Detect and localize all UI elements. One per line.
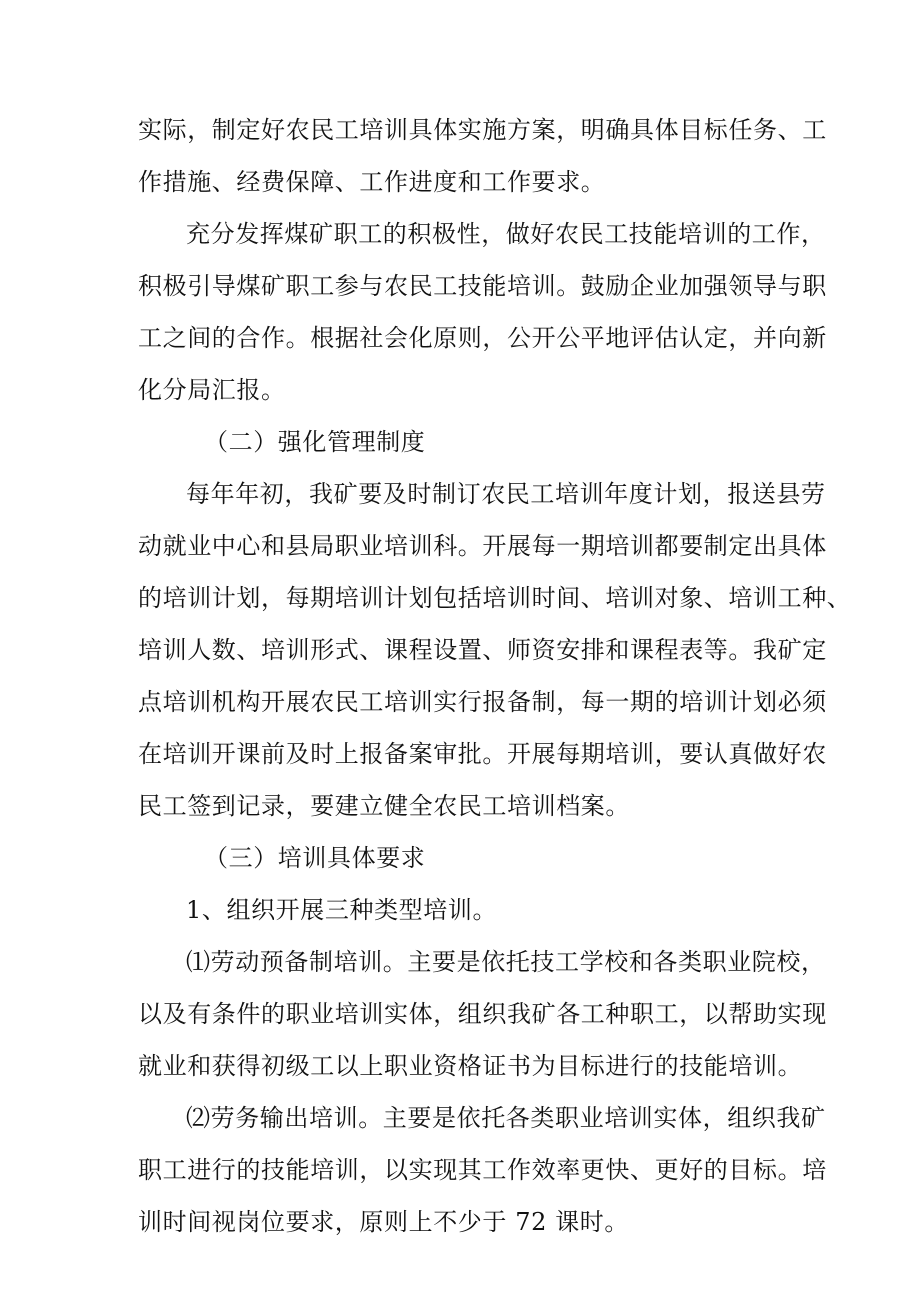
text-line: 充分发挥煤矿职工的积极性，做好农民工技能培训的工作， <box>186 220 826 248</box>
paragraph <box>138 1092 827 1248</box>
text-line: 作措施、经费保障、工作进度和工作要求。 <box>138 168 606 196</box>
text-line: 点培训机构开展农民工培训实行报备制，每一期的培训计划必须 <box>138 688 827 716</box>
text-line: ⑴劳动预备制培训。主要是依托技工学校和各类职业院校， <box>186 948 826 976</box>
text-line: 工之间的合作。根据社会化原则，公开公平地评估认定，并向新 <box>138 324 827 352</box>
paragraph <box>138 208 827 416</box>
text-line: 就业和获得初级工以上职业资格证书为目标进行的技能培训。 <box>138 1052 803 1080</box>
text-line: ⑵劳务输出培训。主要是依托各类职业培训实体，组织我矿 <box>186 1104 826 1132</box>
paragraph <box>138 468 852 832</box>
text-line: 职工进行的技能培训，以实现其工作效率更快、更好的目标。培 <box>138 1156 827 1184</box>
paragraph-continuation <box>138 104 827 208</box>
text-line: 实际，制定好农民工培训具体实施方案，明确具体目标任务、工 <box>138 116 827 144</box>
document-body <box>138 104 852 1248</box>
text-line: 积极引导煤矿职工参与农民工技能培训。鼓励企业加强领导与职 <box>138 272 827 300</box>
text-line: 民工签到记录，要建立健全农民工培训档案。 <box>138 792 630 820</box>
text-line: 以及有条件的职业培训实体，组织我矿各工种职工，以帮助实现 <box>138 1000 827 1028</box>
list-heading: 1、组织开展三种类型培训。 <box>186 896 498 924</box>
text-line: 动就业中心和县局职业培训科。开展每一期培训都要制定出具体 <box>138 532 827 560</box>
text-line: 的培训计划，每期培训计划包括培训时间、培训对象、培训工种、 <box>138 584 852 612</box>
paragraph <box>138 936 827 1092</box>
text-line: 在培训开课前及时上报备案审批。开展每期培训，要认真做好农 <box>138 740 827 768</box>
text-line: 培训人数、培训形式、课程设置、师资安排和课程表等。我矿定 <box>138 636 827 664</box>
text-line: 化分局汇报。 <box>138 376 286 404</box>
section-heading: （二）强化管理制度 <box>204 428 426 456</box>
text-line: 训时间视岗位要求，原则上不少于 72 课时。 <box>138 1208 629 1236</box>
text-line: 每年年初，我矿要及时制订农民工培训年度计划，报送县劳 <box>186 480 826 508</box>
section-heading: （三）培训具体要求 <box>204 844 426 872</box>
